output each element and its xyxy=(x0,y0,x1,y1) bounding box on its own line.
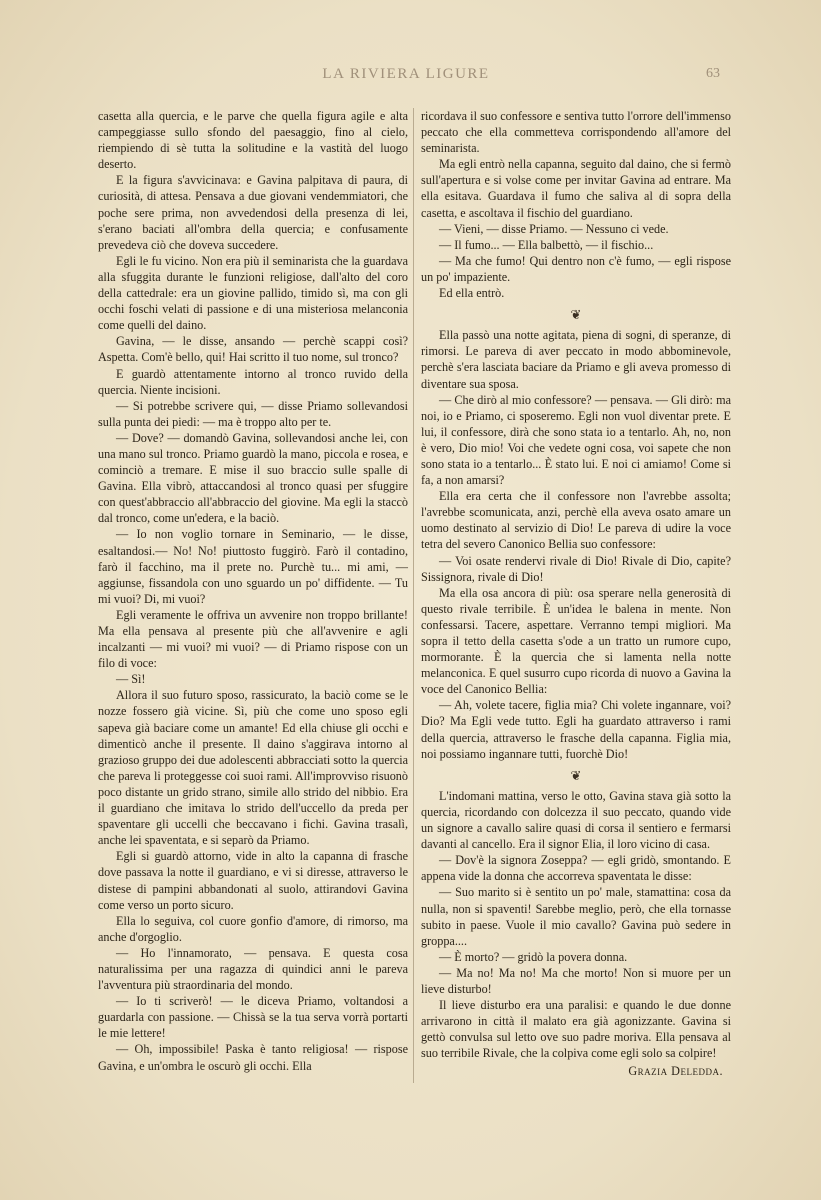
paragraph: Ella passò una notte agitata, piena di sogni, di speranze, di rimorsi. Le pareva di aver peccato in modo abbominevole, perchè s'era lasciata baciare da Priamo e gli aveva promesso di diventare sua sposa. xyxy=(421,328,731,391)
paragraph: — Voi osate rendervi rivale di Dio! Rivale di Dio, capite? Sissignora, rivale di Dio! xyxy=(421,553,731,584)
paragraph: ricordava il suo confessore e sentiva tutto l'orrore dell'immenso peccato che ella commetteva corrispondendo all'amore del seminarista. xyxy=(421,109,731,156)
paragraph: — Dove? — domandò Gavina, sollevandosi anche lei, con una mano sul tronco. Priamo guardò la mano, piccola e rosea, e cominciò a tremare. E mise il suo braccio sulle spalle di Gavina. Ella vibrò, attaccandosi al tronco quasi per sfuggire con quest'abbraccio all'abbraccio del giovine. Ma egli la staccò dal tronco, come un'edera, e la baciò. xyxy=(98,430,408,526)
paragraph: Ella lo seguiva, col cuore gonfio d'amore, di rimorso, ma anche d'orgoglio. xyxy=(98,913,408,944)
paragraph: — Vieni, — disse Priamo. — Nessuno ci vede. xyxy=(439,221,669,236)
paragraph: Egli veramente le offriva un avvenire non troppo brillante! Ma ella pensava al presente più che all'avvenire e agli incalzanti — mi vuoi? mi vuoi? — di Priamo rispose con un filo di voce: xyxy=(98,607,408,671)
paragraph: — Che dirò al mio confessore? — pensava. — Gli dirò: ma noi, io e Priamo, ci sposeremo. Egli non vuol diventar prete. E lui, il confessore, dirà che sono stata io a tentarlo. Ah, no, non è vero, Dio mio! Voi che vedete ogni cosa, voi sapete che non sono stata io a tentarlo... È stato lui. E noi ci amiamo! Come si fa, a non amarsi? xyxy=(421,392,731,488)
section-ornament-icon: ❦ xyxy=(570,307,582,323)
paragraph: — Suo marito si è sentito un po' male, stamattina: cosa da nulla, non si spaventi! Sarebbe meglio, però, che ella tornasse subito in paese. Vuole il mio cavallo? Gavina può sedere in groppa.... xyxy=(421,885,731,948)
paragraph: L'indomani mattina, verso le otto, Gavina stava già sotto la quercia, ricordando con dolcezza il suo peccato, quando vide un signore a cavallo salire quasi di corsa il sentiero e fermarsi davanti al cancello. Era il signor Elia, il loro vicino di casa. xyxy=(421,788,731,852)
paragraph: Egli si guardò attorno, vide in alto la capanna di frasche dove passava la notte il guardiano, e vi si diresse, attraverso le distese di pampini abbandonati al suolo, attirandovi Gavina come verso un porto sicuro. xyxy=(98,849,408,912)
paragraph: — È morto? — gridò la povera donna. xyxy=(439,949,628,964)
paragraph: Allora il suo futuro sposo, rassicurato, la baciò come se le nozze fossero già vicine. Sì, più che come uno sposo egli sapeva già baciare come un amante! Ed ella chiuse gli occhi e dimenticò anche il presente. Il daino s'aggirava intorno al grazioso gruppo dei due adolescenti abbracciati sotto la quercia che pareva li proteggesse coi suoi rami. All'improvviso risuonò poco distante un grido strano, simile allo strido del nibbio. Era il guardiano che imitava lo strido dell'uccello da preda per spaventare gli uccelli che beccavano i fichi. Gavina trasalì, anche lei spaventata, e si separò da Priamo. xyxy=(98,688,408,848)
paragraph: — Si potrebbe scrivere qui, — disse Priamo sollevandosi sulla punta dei piedi: — ma è troppo alto per te. xyxy=(98,398,408,429)
paragraph: — Dov'è la signora Zoseppa? — egli gridò, smontando. E appena vide la donna che accorreva spaventata le disse: xyxy=(421,853,731,884)
paragraph: Egli le fu vicino. Non era più il seminarista che la guardava alla sfuggita durante le funzioni religiose, dall'alto del coro della cattedrale: era un giovine pallido, timido sì, ma con gli occhi foschi velati di passione e di una misteriosa melanconia come quelli del daino. xyxy=(98,253,408,333)
paragraph: Ella era certa che il confessore non l'avrebbe assolta; l'avrebbe scomunicata, anzi, perchè ella aveva osato amare un uomo destinato al servizio di Dio! Le pareva di udire la voce tetra del severo Canonico Bellia suo confessore: xyxy=(421,489,731,552)
paragraph: Ma egli entrò nella capanna, seguito dal daino, che si fermò sull'apertura e si volse come per invitar Gavina ad entrare. Ma ella esitava. Guardava il fumo che saliva al di sopra della casetta, e ascoltava il fischio del guardiano. xyxy=(421,157,731,220)
running-title: LA RIVIERA LIGURE xyxy=(322,66,490,82)
paragraph: — Ah, volete tacere, figlia mia? Chi volete ingannare, voi? Dio? Ma Egli vede tutto. Egli ha guardato attraverso i rami della quercia, attraverso le frasche della capanna. Figlia mia, noi possiamo ingannare tutti, fuorchè Dio! xyxy=(421,698,731,761)
paragraph: — Oh, impossibile! Paska è tanto religiosa! — rispose Gavina, e un'ombra le oscurò gli occhi. Ella xyxy=(98,1042,408,1073)
paragraph: — Ho l'innamorato, — pensava. E questa cosa naturalissima per una ragazza di quindici anni le pareva l'avventura più straordinaria del mondo. xyxy=(98,945,408,993)
paragraph: E la figura s'avvicinava: e Gavina palpitava di paura, di curiosità, di attesa. Pensava a due giovani vendemmiatori, che poche sere prima, non avvedendosi della presenza di lei, s'erano baciati all'ombra della quercia; e confusamente prevedeva ciò che doveva succedere. xyxy=(98,173,408,252)
paragraph: — Ma che fumo! Qui dentro non c'è fumo, — egli rispose un po' impaziente. xyxy=(421,253,731,284)
author-signature: Grazia Deledda. xyxy=(628,1064,723,1079)
paragraph: Ed ella entrò. xyxy=(439,286,505,301)
page-number: 63 xyxy=(706,66,720,81)
page-header xyxy=(96,66,720,92)
section-ornament-icon: ❦ xyxy=(570,767,582,783)
paragraph: casetta alla quercia, e le parve che quella figura agile e alta campeggiasse sullo sfondo del paesaggio, fino al cielo, riempiendo di sè tutta la solitudine e la vastità del luogo deserto. xyxy=(98,109,408,172)
paragraph: — Sì! xyxy=(116,672,146,687)
paragraph: — Io non voglio tornare in Seminario, — le disse, esaltandosi.— No! No! piuttosto fuggirò. Farò il contadino, farò il facchino, ma il prete no. Purchè tu... mi ami, — aggiunse, fissandola con uno sguardo un po' diffidente. — Tu mi vuoi? Di, mi vuoi? xyxy=(98,527,408,606)
left-column xyxy=(98,108,408,1074)
paragraph: Ma ella osa ancora di più: osa sperare nella generosità di questo rivale terribile. È un'idea le balena in mente. Non confessarsi. Tacere, aspettare. Verranno tempi migliori. Ma sopra il tetto della casetta s'ode a un tratto un rumore cupo, mormorante. È la quercia che si lamenta nella notte melanconica. E quel susurro cupo ricorda di nuovo a Gavina la voce del Canonico Bellia: xyxy=(421,585,731,697)
right-column xyxy=(421,108,731,1080)
column-divider xyxy=(413,108,414,1083)
paragraph: — Ma no! Ma no! Ma che morto! Non si muore per un lieve disturbo! xyxy=(421,965,731,996)
paragraph: Gavina, — le disse, ansando — perchè scappi così? Aspetta. Com'è bello, qui! Hai scritto il tuo nome, sul tronco? xyxy=(98,334,408,365)
paragraph: E guardò attentamente intorno al tronco ruvido della quercia. Niente incisioni. xyxy=(98,366,408,397)
paragraph: — Il fumo... — Ella balbettò, — il fischio... xyxy=(439,237,654,252)
paragraph: — Io ti scriverò! — le diceva Priamo, voltandosi a guardarla con passione. — Chissà se la tua serva vorrà portarti le mie lettere! xyxy=(98,994,408,1041)
paragraph: Il lieve disturbo era una paralisi: e quando le due donne arrivarono in città il malato era già agonizzante. Gavina si gettò convulsa sul letto ove suo padre moriva. Ella pensava al suo terribile Rivale, che la colpiva come egli solo sa colpire! xyxy=(421,998,731,1061)
